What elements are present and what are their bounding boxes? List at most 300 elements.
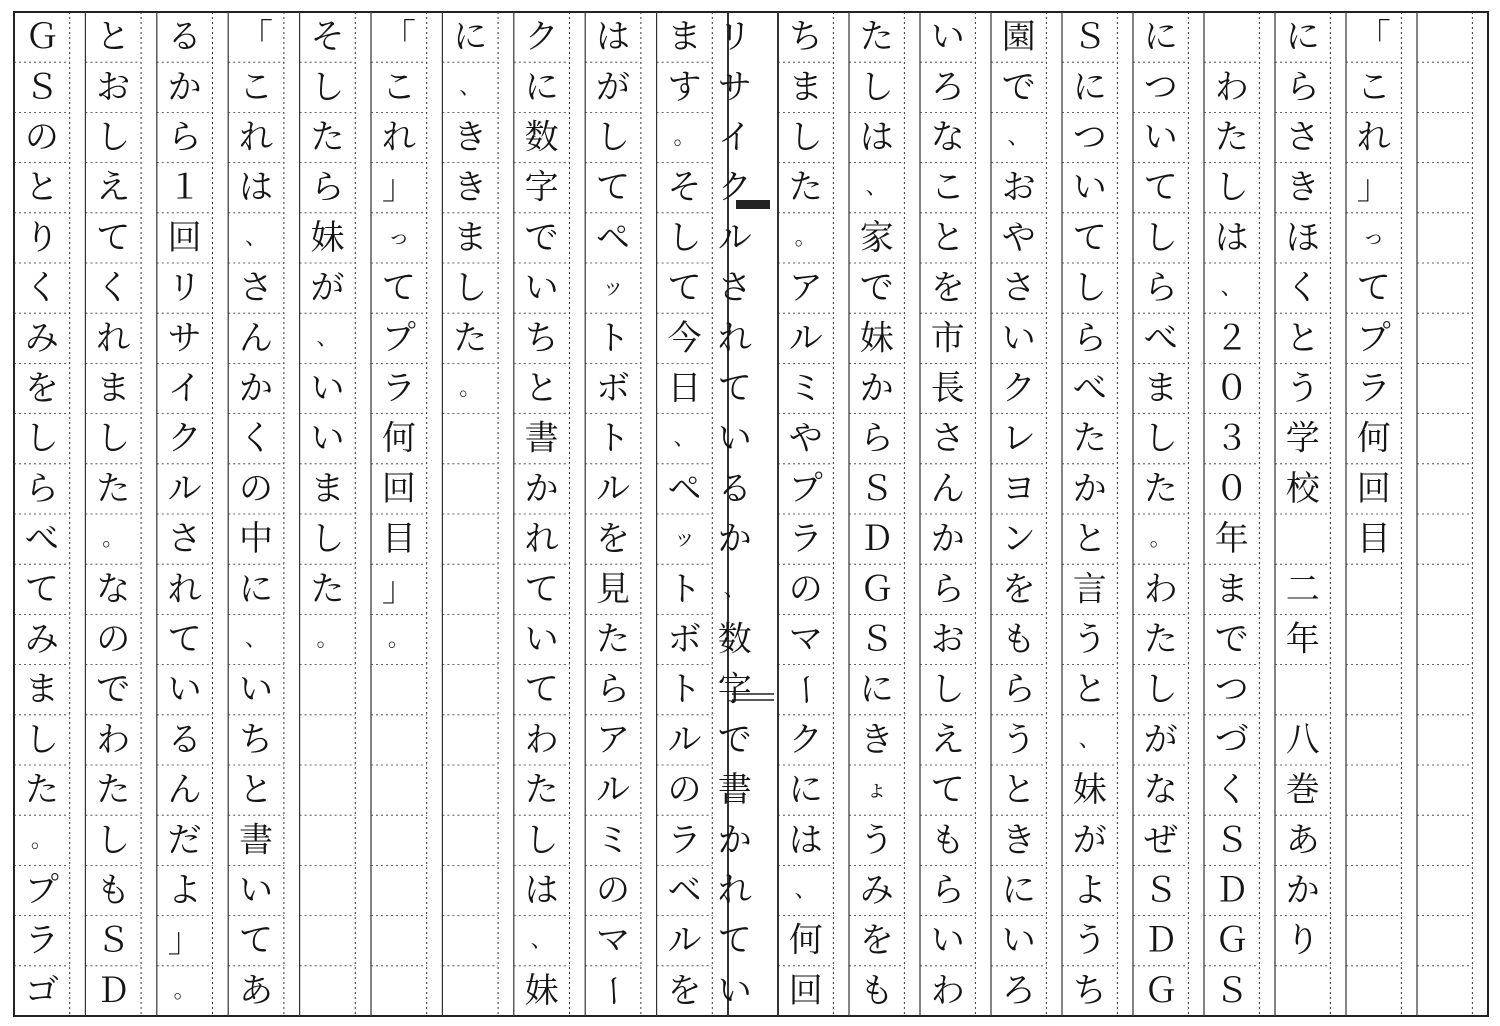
manuscript-char: し	[859, 67, 894, 108]
manuscript-char: つ	[1072, 117, 1107, 158]
manuscript-char: は	[788, 820, 823, 861]
manuscript-char: 数	[717, 619, 752, 660]
manuscript-char: 、	[794, 878, 817, 903]
manuscript-char: ベ	[667, 870, 702, 911]
manuscript-char: 目	[381, 519, 416, 560]
manuscript-char: ん	[239, 318, 274, 359]
manuscript-char: 回	[381, 468, 416, 509]
manuscript-char: た	[453, 318, 488, 359]
manuscript-char: で	[859, 268, 894, 309]
manuscript-char: 、	[723, 576, 746, 602]
manuscript-char: し	[1143, 669, 1178, 710]
manuscript-char: ろ	[930, 67, 965, 108]
manuscript-char: Ｄ	[96, 970, 131, 1011]
manuscript-char: し	[667, 217, 702, 258]
manuscript-char: し	[1143, 217, 1178, 258]
manuscript-char: ら	[1285, 67, 1320, 108]
manuscript-char: Ｓ	[859, 468, 894, 509]
manuscript-char: 年	[1285, 619, 1320, 660]
manuscript-char: さ	[930, 418, 965, 459]
manuscript-char: ミ	[788, 368, 823, 409]
manuscript-char: れ	[96, 318, 131, 359]
manuscript-char: 今	[667, 318, 702, 359]
manuscript-char: つ	[1143, 67, 1178, 108]
manuscript-char: 。	[173, 978, 196, 1004]
manuscript-char: は	[524, 870, 559, 911]
manuscript-char: を	[667, 970, 702, 1011]
manuscript-char: ら	[24, 468, 59, 509]
manuscript-char: て	[717, 920, 752, 961]
manuscript-char: の	[24, 117, 59, 158]
manuscript-char: た	[1143, 468, 1178, 509]
manuscript-char: れ	[1356, 117, 1391, 158]
manuscript-char: よ	[167, 870, 202, 911]
manuscript-char: ラ	[667, 820, 702, 861]
manuscript-char: ら	[310, 167, 345, 208]
manuscript-char: ３	[1214, 418, 1249, 459]
manuscript-char: ほ	[1285, 217, 1320, 258]
manuscript-char: ー	[785, 672, 826, 707]
manuscript-char: イ	[167, 368, 202, 409]
manuscript-char: １	[167, 167, 202, 208]
manuscript-char: べ	[1072, 368, 1107, 409]
manuscript-char: マ	[788, 619, 823, 660]
manuscript-char: わ	[524, 719, 559, 760]
manuscript-char: Ｓ	[1072, 17, 1107, 58]
manuscript-char: ま	[96, 368, 131, 409]
manuscript-char: に	[788, 770, 823, 811]
manuscript-char: て	[239, 920, 274, 961]
manuscript-char: た	[96, 468, 131, 509]
manuscript-char: う	[1072, 619, 1107, 660]
manuscript-char: の	[667, 770, 702, 811]
manuscript-char: さ	[1285, 117, 1320, 158]
manuscript-char: た	[1143, 619, 1178, 660]
manuscript-char: わ	[96, 719, 131, 760]
manuscript-char: た	[1214, 117, 1249, 158]
manuscript-char	[1286, 519, 1320, 559]
manuscript-char: い	[1143, 117, 1178, 158]
manuscript-char: べ	[24, 519, 59, 560]
manuscript-char: も	[96, 870, 131, 911]
manuscript-char: こ	[1356, 67, 1391, 108]
manuscript-char: リ	[717, 17, 752, 58]
manuscript-char: す	[667, 67, 702, 108]
manuscript-char: 書	[717, 770, 752, 811]
manuscript-char: し	[310, 67, 345, 108]
manuscript-char: ッ	[673, 526, 696, 552]
manuscript-char: い	[524, 619, 559, 660]
manuscript-char: 目	[1356, 519, 1391, 560]
manuscript-char: Ｓ	[96, 920, 131, 961]
manuscript-char: ま	[310, 468, 345, 509]
manuscript-char: き	[453, 117, 488, 158]
manuscript-char: Ｇ	[1143, 970, 1178, 1011]
manuscript-char: こ	[381, 67, 416, 108]
manuscript-char: ル	[167, 468, 202, 509]
manuscript-char: 「	[381, 17, 416, 58]
manuscript-char: Ｇ	[859, 569, 894, 610]
manuscript-char: で	[524, 217, 559, 258]
manuscript-char: く	[24, 268, 59, 309]
manuscript-char: わ	[1214, 67, 1249, 108]
manuscript-char: ら	[859, 418, 894, 459]
manuscript-char: こ	[239, 67, 274, 108]
manuscript-char: に	[1072, 67, 1107, 108]
manuscript-char: 校	[1285, 468, 1320, 509]
manuscript-char: ル	[717, 217, 752, 258]
manuscript-char: 家	[859, 217, 894, 258]
manuscript-char: ち	[788, 17, 823, 58]
manuscript-char: で	[96, 669, 131, 710]
manuscript-char: れ	[717, 318, 752, 359]
manuscript-char: サ	[167, 318, 202, 359]
manuscript-char: 回	[788, 970, 823, 1011]
manuscript-char: 。	[30, 827, 53, 853]
manuscript-char: 。	[673, 125, 696, 150]
manuscript-char: 」	[381, 167, 416, 208]
manuscript-char: と	[1001, 770, 1036, 811]
manuscript-char: し	[453, 268, 488, 309]
manuscript-char: え	[930, 719, 965, 760]
manuscript-char: い	[310, 368, 345, 409]
manuscript-char: ン	[1001, 519, 1036, 560]
manuscript-char: し	[24, 719, 59, 760]
manuscript-char	[1286, 670, 1320, 710]
manuscript-char: て	[24, 569, 59, 610]
manuscript-char: き	[453, 167, 488, 208]
manuscript-char: ０	[1214, 468, 1249, 509]
manuscript-char: ル	[667, 719, 702, 760]
manuscript-char: い	[239, 669, 274, 710]
manuscript-char: 妹	[1072, 770, 1107, 811]
manuscript-char: し	[788, 117, 823, 158]
manuscript-char: プ	[381, 318, 416, 359]
manuscript-char: て	[381, 268, 416, 309]
manuscript-char: く	[239, 418, 274, 459]
manuscript-char: Ｓ	[1143, 870, 1178, 911]
manuscript-char: も	[930, 820, 965, 861]
manuscript-char: を	[24, 368, 59, 409]
manuscript-char: い	[1001, 318, 1036, 359]
manuscript-char: ラ	[381, 368, 416, 409]
manuscript-char: か	[239, 368, 274, 409]
manuscript-char: か	[717, 519, 752, 560]
manuscript-char: に	[1143, 17, 1178, 58]
manuscript-char: い	[1072, 167, 1107, 208]
manuscript-char: 中	[239, 519, 274, 560]
manuscript-char: に	[524, 67, 559, 108]
manuscript-char: プ	[788, 468, 823, 509]
manuscript-char: て	[717, 368, 752, 409]
manuscript-char: イ	[717, 117, 752, 158]
manuscript-char: に	[453, 17, 488, 58]
manuscript-char: し	[1072, 268, 1107, 309]
manuscript-char: ク	[524, 17, 559, 58]
manuscript-char: う	[1072, 920, 1107, 961]
manuscript-char: 、	[316, 325, 339, 351]
manuscript-char: た	[96, 770, 131, 811]
manuscript-char: 巻	[1285, 770, 1320, 811]
manuscript-char: れ	[717, 870, 752, 911]
manuscript-char: と	[930, 217, 965, 258]
manuscript-char: な	[96, 569, 131, 610]
manuscript-char: 、	[530, 928, 553, 954]
manuscript-char: よ	[1072, 870, 1107, 911]
manuscript-char: ま	[1214, 569, 1249, 610]
manuscript-char: ク	[167, 418, 202, 459]
manuscript-char: の	[788, 569, 823, 610]
manuscript-char: べ	[1143, 318, 1178, 359]
manuscript-char: 回	[167, 217, 202, 258]
manuscript-char: 「	[239, 17, 274, 58]
manuscript-char: し	[96, 117, 131, 158]
manuscript-char: ル	[667, 920, 702, 961]
manuscript-char: の	[96, 619, 131, 660]
manuscript-char: か	[717, 820, 752, 861]
manuscript-char: き	[859, 719, 894, 760]
manuscript-char: と	[24, 167, 59, 208]
manuscript-char: い	[239, 870, 274, 911]
manuscript-char: ラ	[788, 519, 823, 560]
manuscript-char: く	[1285, 268, 1320, 309]
manuscript-char: ２	[1214, 318, 1249, 359]
manuscript-char: れ	[239, 117, 274, 158]
manuscript-char: 書	[239, 820, 274, 861]
manuscript-char: か	[859, 368, 894, 409]
manuscript-char: に	[859, 669, 894, 710]
manuscript-char: は	[596, 17, 631, 58]
manuscript-char: し	[1214, 167, 1249, 208]
manuscript-char: プ	[1356, 318, 1391, 359]
manuscript-char: ヨ	[1001, 468, 1036, 509]
manuscript-char: 。	[316, 627, 339, 652]
manuscript-char: ア	[788, 268, 823, 309]
manuscript-char: 、	[1220, 275, 1243, 301]
manuscript-char: れ	[524, 519, 559, 560]
manuscript-char: そ	[667, 167, 702, 208]
manuscript-char: 」	[1356, 167, 1391, 208]
manuscript-char: 。	[1149, 526, 1172, 552]
manuscript-char: し	[96, 820, 131, 861]
manuscript-char: い	[717, 970, 752, 1011]
manuscript-char: な	[1143, 770, 1178, 811]
manuscript-char: そ	[310, 17, 345, 58]
manuscript-char: を	[596, 519, 631, 560]
manuscript-char: か	[167, 67, 202, 108]
manuscript-char: る	[717, 468, 752, 509]
manuscript-char: リ	[167, 268, 202, 309]
manuscript-char: ら	[1001, 669, 1036, 710]
manuscript-char: て	[524, 669, 559, 710]
manuscript-char: き	[1001, 820, 1036, 861]
manuscript-char: る	[167, 719, 202, 760]
manuscript-char: ペ	[667, 468, 702, 509]
manuscript-char: ゴ	[24, 970, 59, 1011]
manuscript-char: う	[1001, 719, 1036, 760]
manuscript-char: Ｇ	[24, 17, 59, 58]
manuscript-char: て	[96, 217, 131, 258]
manuscript-char: プ	[24, 870, 59, 911]
manuscript-char: と	[1072, 669, 1107, 710]
manuscript-char: ら	[1143, 268, 1178, 309]
manuscript-char: た	[310, 117, 345, 158]
manuscript-char: 字	[717, 669, 752, 710]
manuscript-char: Ｓ	[859, 619, 894, 660]
manuscript-char: 、	[245, 225, 268, 251]
manuscript-char: ん	[930, 468, 965, 509]
manuscript-char: く	[96, 268, 131, 309]
manuscript-char: Ｄ	[1214, 870, 1249, 911]
manuscript-char: を	[930, 268, 965, 309]
manuscript-char: た	[596, 619, 631, 660]
manuscript-char: わ	[930, 970, 965, 1011]
manuscript-char: 数	[524, 117, 559, 158]
manuscript-char: 言	[1072, 569, 1107, 610]
manuscript-char: ペ	[596, 217, 631, 258]
manuscript-char: え	[96, 167, 131, 208]
manuscript-char: 見	[596, 569, 631, 610]
manuscript-char: ト	[596, 418, 631, 459]
manuscript-char: や	[1001, 217, 1036, 258]
manuscript-char: て	[667, 268, 702, 309]
manuscript-char: 。	[794, 225, 817, 251]
manuscript-char: ま	[453, 217, 488, 258]
manuscript-char: ク	[717, 167, 752, 208]
manuscript-char: て	[596, 167, 631, 208]
manuscript-char: か	[1285, 870, 1320, 911]
manuscript-char: ０	[1214, 368, 1249, 409]
manuscript-char: は	[1214, 217, 1249, 258]
manuscript-char: Ｄ	[859, 519, 894, 560]
manuscript-char: 、	[865, 175, 888, 201]
manuscript-char: 長	[930, 368, 965, 409]
manuscript-char: 書	[524, 418, 559, 459]
manuscript-char: サ	[717, 67, 752, 108]
manuscript-char: い	[930, 17, 965, 58]
manuscript-char: は	[859, 117, 894, 158]
manuscript-char: ボ	[596, 368, 631, 409]
manuscript-char: み	[24, 619, 59, 660]
manuscript-char: マ	[596, 920, 631, 961]
manuscript-char: い	[524, 268, 559, 309]
manuscript-char: 、	[673, 426, 696, 452]
manuscript-char: 妹	[524, 970, 559, 1011]
manuscript-char: で	[1214, 619, 1249, 660]
manuscript-char: て	[1072, 217, 1107, 258]
manuscript-char: ち	[1072, 970, 1107, 1011]
manuscript-char: 何	[1356, 418, 1391, 459]
manuscript-char: Ｓ	[24, 67, 59, 108]
manuscript-char: く	[1214, 770, 1249, 811]
manuscript-char: き	[1285, 167, 1320, 208]
manuscript-char: か	[524, 468, 559, 509]
manuscript-char: さ	[1001, 268, 1036, 309]
manuscript-char: Ｓ	[1214, 820, 1249, 861]
manuscript-char: か	[1072, 468, 1107, 509]
manuscript-char: っ	[1362, 225, 1385, 251]
manuscript-char: り	[1285, 920, 1320, 961]
manuscript-char: か	[930, 519, 965, 560]
manuscript-char: ま	[667, 17, 702, 58]
manuscript-char: し	[96, 418, 131, 459]
manuscript-char: ち	[524, 318, 559, 359]
manuscript-char: い	[930, 920, 965, 961]
manuscript-char: Ｄ	[1143, 920, 1178, 961]
manuscript-char: の	[239, 468, 274, 509]
manuscript-char: 、	[459, 74, 482, 100]
manuscript-char: ん	[167, 770, 202, 811]
manuscript-char: 学	[1285, 418, 1320, 459]
manuscript-char: 八	[1285, 719, 1320, 760]
manuscript-char: に	[1285, 17, 1320, 58]
manuscript-char: で	[1001, 67, 1036, 108]
manuscript-char: ー	[593, 973, 634, 1008]
manuscript-char: た	[788, 167, 823, 208]
manuscript-char: ら	[930, 870, 965, 911]
manuscript-char: 字	[524, 167, 559, 208]
manuscript-char: て	[1143, 167, 1178, 208]
manuscript-char: 回	[1356, 468, 1391, 509]
manuscript-char: あ	[239, 970, 274, 1011]
manuscript-char: ま	[24, 669, 59, 710]
manuscript-char: お	[930, 619, 965, 660]
manuscript-char: 。	[387, 627, 410, 652]
manuscript-char: ら	[596, 669, 631, 710]
manuscript-char: し	[24, 418, 59, 459]
manuscript-char: れ	[167, 569, 202, 610]
manuscript-char: ら	[930, 569, 965, 610]
manuscript-char: お	[1001, 167, 1036, 208]
manuscript-char: ら	[1072, 318, 1107, 359]
manuscript-char: ま	[788, 67, 823, 108]
manuscript-char: ト	[667, 669, 702, 710]
manuscript-char: て	[930, 770, 965, 811]
manuscript-char: ま	[1143, 368, 1178, 409]
manuscript-char: し	[596, 117, 631, 158]
manuscript-char: あ	[1285, 820, 1320, 861]
manuscript-char: ボ	[667, 619, 702, 660]
manuscript-char: い	[310, 418, 345, 459]
manuscript-char: も	[859, 970, 894, 1011]
manuscript-char: た	[859, 17, 894, 58]
manuscript-char: と	[1072, 519, 1107, 560]
manuscript-char: は	[239, 167, 274, 208]
manuscript-char: い	[717, 418, 752, 459]
manuscript-char: ト	[596, 318, 631, 359]
manuscript-char: 。	[102, 526, 125, 552]
manuscript-char: 妹	[859, 318, 894, 359]
manuscript-char: ル	[788, 318, 823, 359]
manuscript-char: づ	[1214, 719, 1249, 760]
manuscript-char: て	[1356, 268, 1391, 309]
manuscript-char: 妹	[310, 217, 345, 258]
manuscript-char: 市	[930, 318, 965, 359]
manuscript-char: た	[1072, 418, 1107, 459]
manuscript-char: ク	[788, 719, 823, 760]
manuscript-char: で	[717, 719, 752, 760]
manuscript-char: ト	[667, 569, 702, 610]
manuscript-char: い	[167, 669, 202, 710]
manuscript-char: ク	[1001, 368, 1036, 409]
manuscript-char: ミ	[596, 820, 631, 861]
manuscript-char: も	[1001, 619, 1036, 660]
manuscript-char: し	[930, 669, 965, 710]
manuscript-char: と	[1285, 318, 1320, 359]
manuscript-char: ア	[596, 719, 631, 760]
manuscript-char: 。	[459, 376, 482, 401]
manuscript-char: 年	[1214, 519, 1249, 560]
